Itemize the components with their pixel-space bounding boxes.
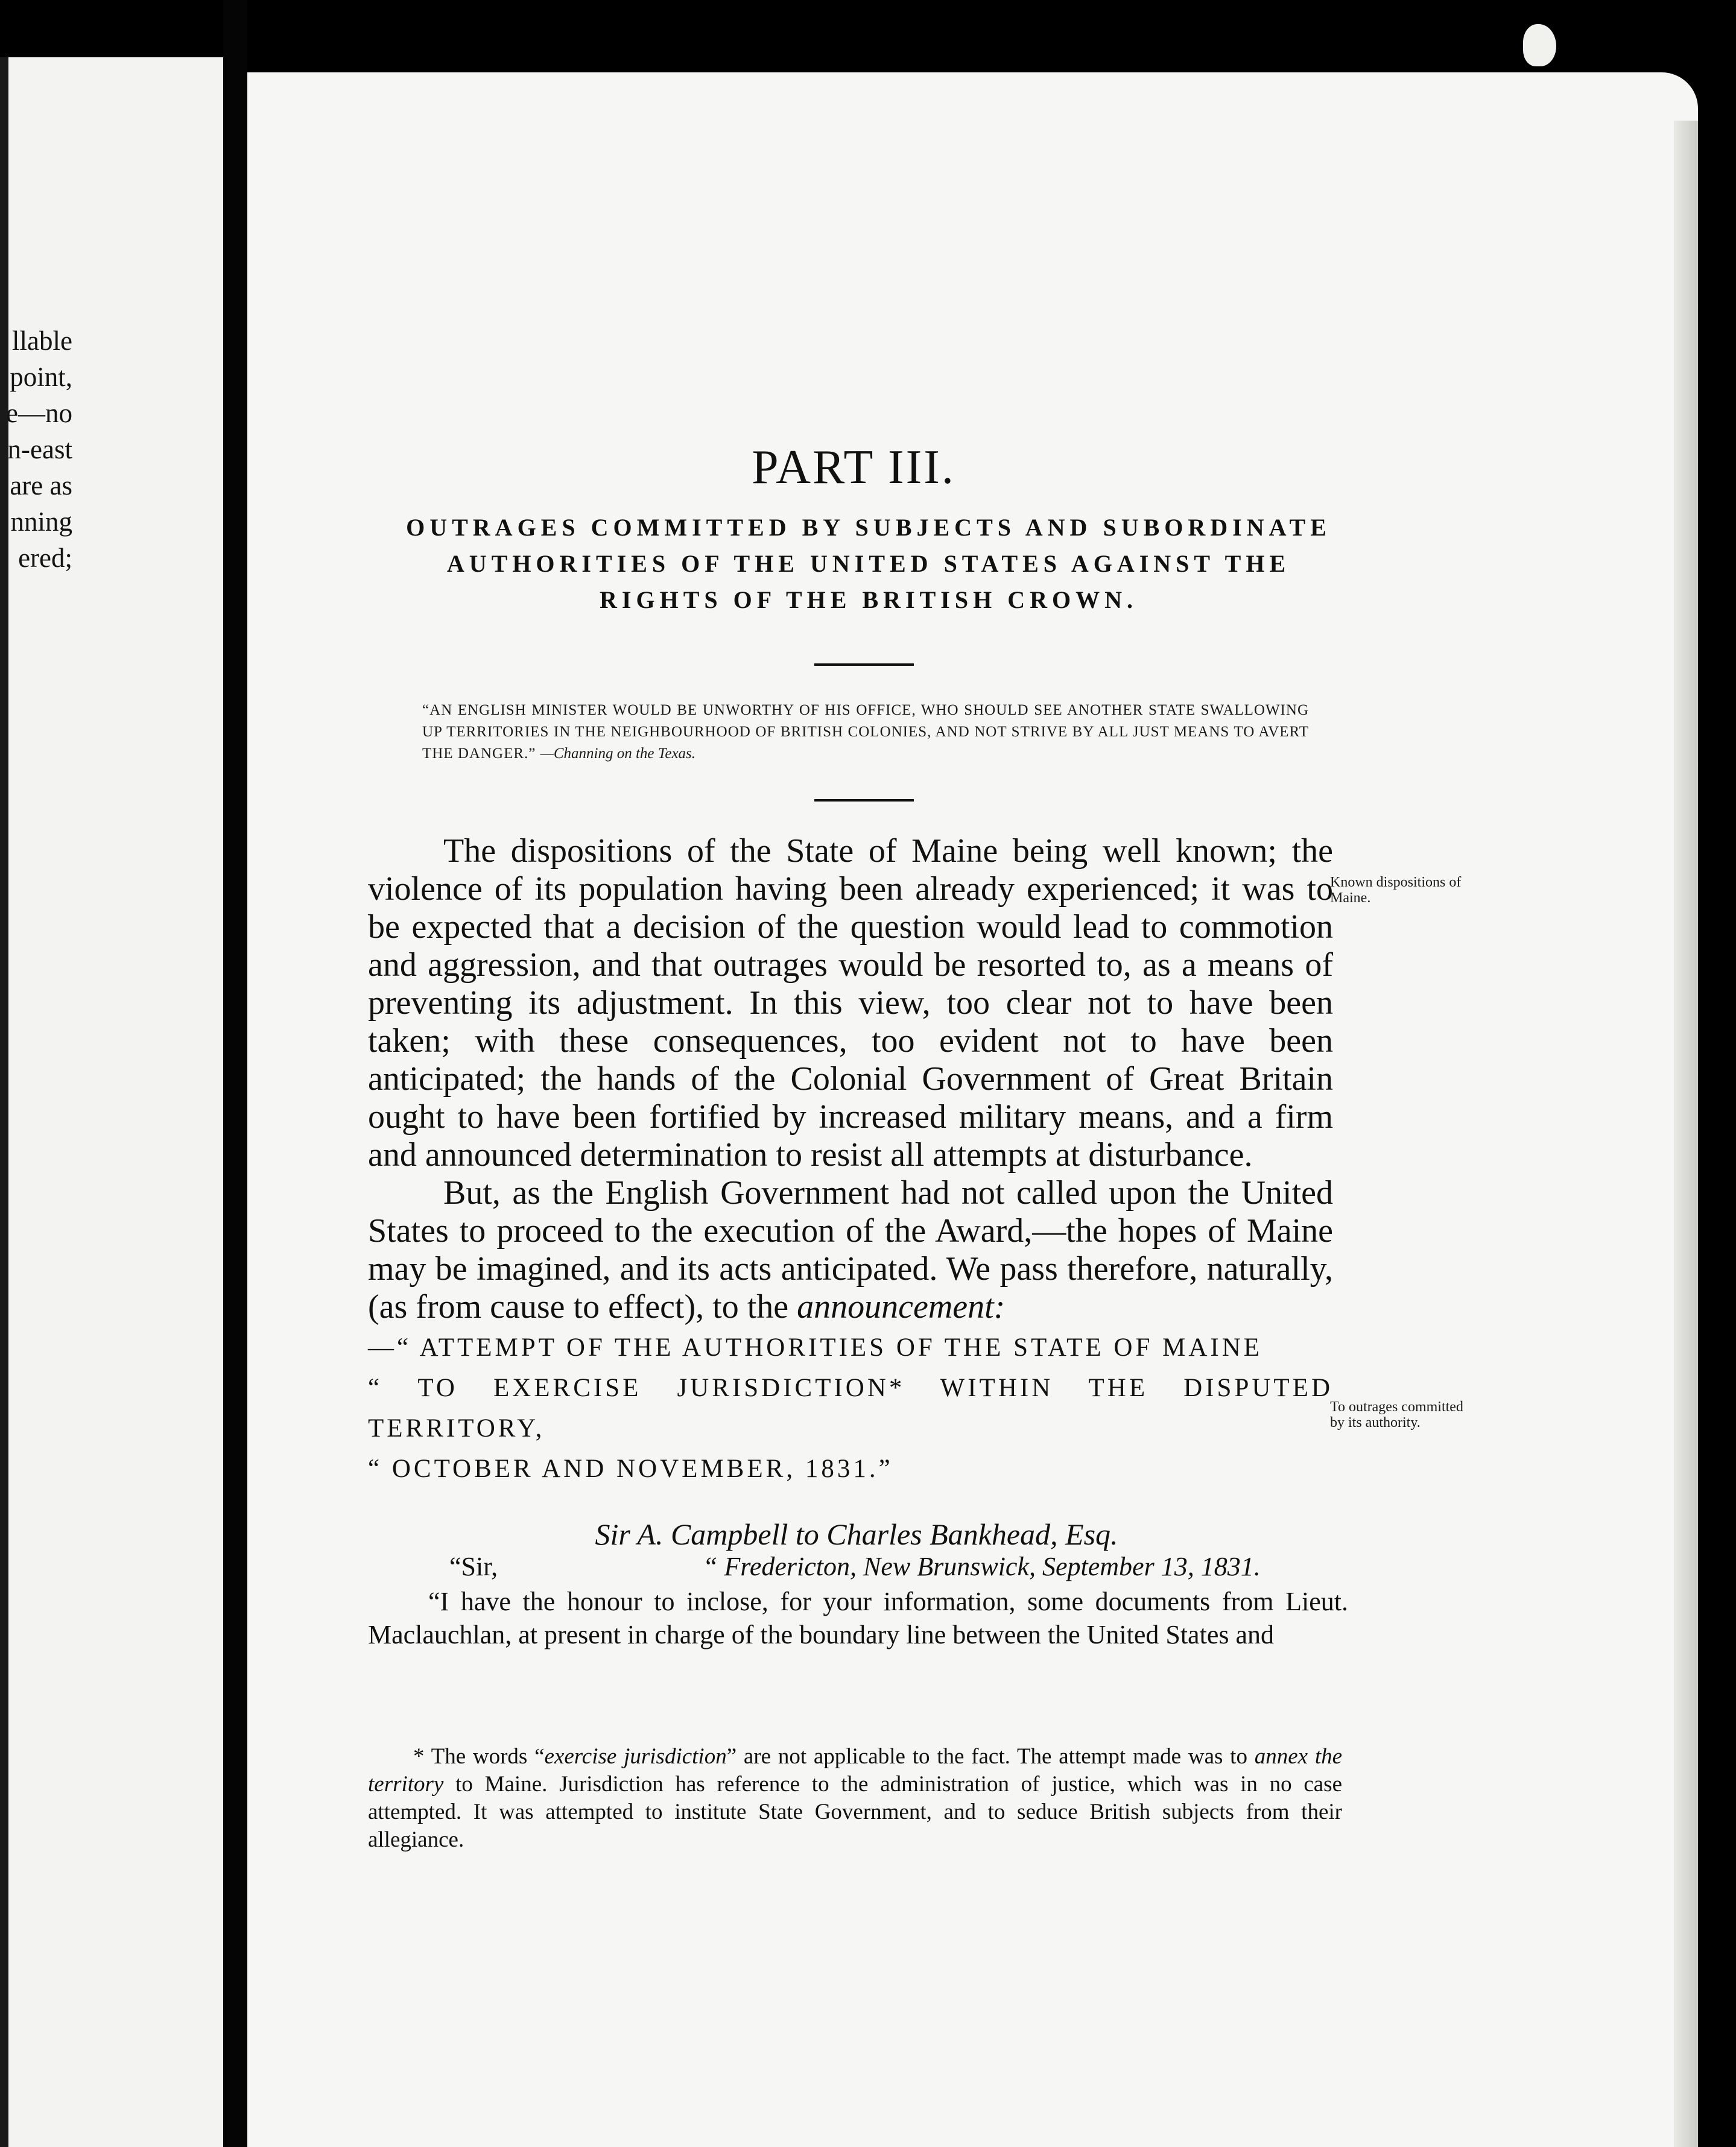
left-fragment-line: llable <box>12 326 72 356</box>
body-paragraph-1: The dispositions of the State of Maine being well known; the violence of its population having been already experienced; it was to be expected that a decision of the question would lead to commotion and aggression, and that outrages would be resorted to, as a means of preventing its adjustment. In this view, too clear not to have been taken; with these consequences, too evident not to have been anticipated; the hands of the Colonial Government of Great Britain ought to have been fortified by increased military means, and a firm and announced determination to resist all attempts at disturbance. <box>368 832 1333 1174</box>
announcement-quote-line: “ OCTOBER AND NOVEMBER, 1831.” <box>368 1455 893 1483</box>
footnote-italic: annex the territory <box>368 1744 1343 1797</box>
letter-salutation-row <box>368 1550 1348 1585</box>
page-edge-shading <box>1674 121 1698 2147</box>
left-fragment-line: ered; <box>18 543 72 573</box>
letter-salutation: “Sir, <box>449 1552 498 1581</box>
announcement-word: announcement: <box>797 1288 1006 1326</box>
section-rule-bottom <box>814 799 914 802</box>
section-rule-top <box>814 663 914 666</box>
letter-heading: Sir A. Campbell to Charles Bankhead, Esq. <box>595 1517 1118 1551</box>
letter-body: “I have the honour to inclose, for your information, some documents from Lieut. Maclauchlan, at present in charge of the boundary line between the United States and <box>368 1587 1348 1649</box>
left-fragment-line: nning <box>10 507 72 537</box>
footnote-italic: exercise jurisdiction <box>544 1744 727 1769</box>
margin-note-2: To outrages committed by its authority. <box>1330 1399 1463 1431</box>
announcement-quote-line: —“ ATTEMPT OF THE AUTHORITIES OF THE STATE OF MAINE <box>368 1333 1263 1362</box>
epigraph-quote: “AN ENGLISH MINISTER WOULD BE UNWORTHY OF HIS OFFICE, WHO SHOULD SEE ANOTHER STATE SWALLOWING UP TERRITORIES IN THE NEIGHBOURHOOD OF BRITISH COLONIES, AND NOT STRIVE BY ALL JUST MEANS TO AVERT THE DANGER.” <box>422 702 1309 762</box>
epigraph <box>422 700 1309 765</box>
footnote-text: ” are not applicable to the fact. The attempt made was to <box>726 1744 1247 1769</box>
left-page-text-fragments <box>0 323 72 576</box>
part-title: PART III. <box>752 441 955 494</box>
left-page <box>0 57 223 2147</box>
letter-block <box>368 1550 1348 1651</box>
part-subtitle: OUTRAGES COMMITTED BY SUBJECTS AND SUBORDINATE AUTHORITIES OF THE UNITED STATES AGAINST THE RIGHTS OF THE BRITISH CROWN. <box>406 514 1331 613</box>
left-fragment-line: n-east <box>7 434 72 464</box>
margin-note-1: Known dispositions of Maine. <box>1330 874 1462 906</box>
announcement-quote-line: “ TO EXERCISE JURISDICTION* WITHIN THE DISPUTED TERRITORY, <box>368 1374 1333 1443</box>
epigraph-source: —Channing on the Texas. <box>540 745 696 762</box>
footnote-text: to Maine. Jurisdiction has reference to the administration of justice, which was in no case attempted. It was attempted to institute State Government, and to seduce British subjects from their allegiance. <box>368 1772 1342 1852</box>
left-fragment-line: e—no <box>6 398 72 428</box>
footnote-text: * The words “ <box>413 1744 545 1769</box>
footnote-paragraph <box>368 1743 1342 1854</box>
right-page <box>247 72 1698 2147</box>
book-gutter <box>223 0 247 2147</box>
body-text <box>368 832 1333 1488</box>
body-paragraph-2 <box>368 1174 1333 1488</box>
letter-dateline: “ Fredericton, New Brunswick, September 13, 1831. <box>703 1552 1261 1581</box>
left-fragment-line: are as <box>10 470 72 501</box>
left-fragment-line: point, <box>10 362 72 392</box>
body-paragraph-2-intro: But, as the English Government had not called upon the United States to proceed to the execution of the Award,—the hopes of Maine may be imagined, and its acts anticipated. We pass therefore, naturally, (as from cause to effect), to the <box>368 1174 1333 1326</box>
scan-corner-mark <box>1523 24 1556 66</box>
footnote <box>368 1743 1342 1854</box>
